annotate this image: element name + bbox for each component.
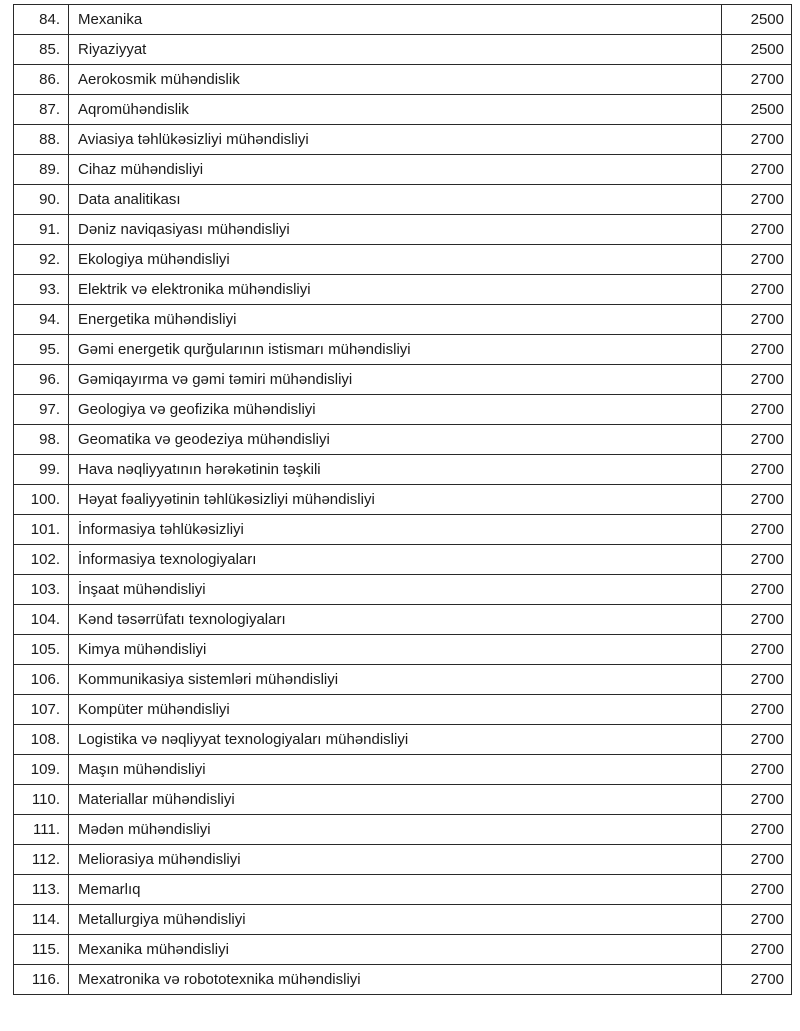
row-number: 102. [14, 545, 69, 575]
row-number: 115. [14, 935, 69, 965]
tuition-fee: 2700 [722, 635, 792, 665]
row-number: 96. [14, 365, 69, 395]
table-row [14, 215, 792, 245]
row-number: 109. [14, 755, 69, 785]
specialty-name: Mexanika mühəndisliyi [69, 935, 722, 965]
specialty-name: Həyat fəaliyyətinin təhlükəsizliyi mühəndisliyi [69, 485, 722, 515]
tuition-fee: 2700 [722, 575, 792, 605]
row-number: 84. [14, 5, 69, 35]
table-row [14, 515, 792, 545]
tuition-fee: 2500 [722, 95, 792, 125]
tuition-fee: 2700 [722, 815, 792, 845]
table-row [14, 605, 792, 635]
specialty-name: Elektrik və elektronika mühəndisliyi [69, 275, 722, 305]
tuition-fee: 2700 [722, 185, 792, 215]
table-row [14, 155, 792, 185]
table-row [14, 905, 792, 935]
tuition-fee: 2700 [722, 545, 792, 575]
row-number: 100. [14, 485, 69, 515]
row-number: 87. [14, 95, 69, 125]
tuition-fee: 2700 [722, 65, 792, 95]
table-row [14, 125, 792, 155]
specialty-name: Kənd təsərrüfatı texnologiyaları [69, 605, 722, 635]
table-row [14, 695, 792, 725]
tuition-fee: 2700 [722, 845, 792, 875]
specialty-fee-table-container [13, 4, 792, 995]
table-row [14, 815, 792, 845]
specialty-name: Energetika mühəndisliyi [69, 305, 722, 335]
specialty-name: Metallurgiya mühəndisliyi [69, 905, 722, 935]
tuition-fee: 2700 [722, 455, 792, 485]
specialty-name: Kimya mühəndisliyi [69, 635, 722, 665]
specialty-name: Mexanika [69, 5, 722, 35]
row-number: 92. [14, 245, 69, 275]
tuition-fee: 2700 [722, 485, 792, 515]
row-number: 93. [14, 275, 69, 305]
specialty-name: Gəmi energetik qurğularının istismarı mühəndisliyi [69, 335, 722, 365]
specialty-name: Materiallar mühəndisliyi [69, 785, 722, 815]
specialty-name: Mədən mühəndisliyi [69, 815, 722, 845]
row-number: 86. [14, 65, 69, 95]
specialty-name: İnformasiya təhlükəsizliyi [69, 515, 722, 545]
specialty-name: Logistika və nəqliyyat texnologiyaları mühəndisliyi [69, 725, 722, 755]
specialty-name: Hava nəqliyyatının hərəkətinin təşkili [69, 455, 722, 485]
specialty-name: İnşaat mühəndisliyi [69, 575, 722, 605]
tuition-fee: 2700 [722, 905, 792, 935]
table-row [14, 65, 792, 95]
row-number: 97. [14, 395, 69, 425]
table-row [14, 635, 792, 665]
specialty-name: Kommunikasiya sistemləri mühəndisliyi [69, 665, 722, 695]
table-body [14, 5, 792, 995]
tuition-fee: 2700 [722, 155, 792, 185]
row-number: 95. [14, 335, 69, 365]
row-number: 110. [14, 785, 69, 815]
tuition-fee: 2700 [722, 425, 792, 455]
specialty-name: Aqromühəndislik [69, 95, 722, 125]
tuition-fee: 2500 [722, 35, 792, 65]
tuition-fee: 2700 [722, 875, 792, 905]
table-row [14, 875, 792, 905]
table-row [14, 935, 792, 965]
row-number: 108. [14, 725, 69, 755]
row-number: 114. [14, 905, 69, 935]
specialty-name: Dəniz naviqasiyası mühəndisliyi [69, 215, 722, 245]
tuition-fee: 2700 [722, 245, 792, 275]
row-number: 98. [14, 425, 69, 455]
row-number: 94. [14, 305, 69, 335]
row-number: 116. [14, 965, 69, 995]
table-row [14, 665, 792, 695]
tuition-fee: 2700 [722, 125, 792, 155]
specialty-name: Geomatika və geodeziya mühəndisliyi [69, 425, 722, 455]
specialty-name: Aviasiya təhlükəsizliyi mühəndisliyi [69, 125, 722, 155]
row-number: 113. [14, 875, 69, 905]
tuition-fee: 2700 [722, 695, 792, 725]
table-row [14, 275, 792, 305]
row-number: 89. [14, 155, 69, 185]
tuition-fee: 2700 [722, 965, 792, 995]
row-number: 112. [14, 845, 69, 875]
specialty-name: Mexatronika və robototexnika mühəndisliyi [69, 965, 722, 995]
tuition-fee: 2700 [722, 725, 792, 755]
row-number: 104. [14, 605, 69, 635]
tuition-fee: 2700 [722, 515, 792, 545]
row-number: 91. [14, 215, 69, 245]
row-number: 90. [14, 185, 69, 215]
row-number: 88. [14, 125, 69, 155]
tuition-fee: 2500 [722, 5, 792, 35]
table-row [14, 845, 792, 875]
tuition-fee: 2700 [722, 785, 792, 815]
table-row [14, 755, 792, 785]
table-row [14, 965, 792, 995]
tuition-fee: 2700 [722, 605, 792, 635]
table-row [14, 35, 792, 65]
row-number: 99. [14, 455, 69, 485]
row-number: 107. [14, 695, 69, 725]
tuition-fee: 2700 [722, 335, 792, 365]
row-number: 101. [14, 515, 69, 545]
tuition-fee: 2700 [722, 365, 792, 395]
table-row [14, 785, 792, 815]
table-row [14, 245, 792, 275]
row-number: 85. [14, 35, 69, 65]
row-number: 103. [14, 575, 69, 605]
table-row [14, 395, 792, 425]
table-row [14, 305, 792, 335]
tuition-fee: 2700 [722, 395, 792, 425]
table-row [14, 425, 792, 455]
tuition-fee: 2700 [722, 755, 792, 785]
table-row [14, 5, 792, 35]
specialty-name: Meliorasiya mühəndisliyi [69, 845, 722, 875]
specialty-name: Ekologiya mühəndisliyi [69, 245, 722, 275]
tuition-fee: 2700 [722, 275, 792, 305]
specialty-name: Cihaz mühəndisliyi [69, 155, 722, 185]
specialty-name: Memarlıq [69, 875, 722, 905]
table-row [14, 725, 792, 755]
table-row [14, 485, 792, 515]
row-number: 111. [14, 815, 69, 845]
specialty-name: Maşın mühəndisliyi [69, 755, 722, 785]
specialty-fee-table [13, 4, 792, 995]
table-row [14, 365, 792, 395]
table-row [14, 185, 792, 215]
table-row [14, 575, 792, 605]
tuition-fee: 2700 [722, 305, 792, 335]
specialty-name: İnformasiya texnologiyaları [69, 545, 722, 575]
row-number: 106. [14, 665, 69, 695]
specialty-name: Riyaziyyat [69, 35, 722, 65]
specialty-name: Gəmiqayırma və gəmi təmiri mühəndisliyi [69, 365, 722, 395]
specialty-name: Kompüter mühəndisliyi [69, 695, 722, 725]
specialty-name: Data analitikası [69, 185, 722, 215]
table-row [14, 455, 792, 485]
tuition-fee: 2700 [722, 935, 792, 965]
table-row [14, 95, 792, 125]
tuition-fee: 2700 [722, 215, 792, 245]
row-number: 105. [14, 635, 69, 665]
specialty-name: Aerokosmik mühəndislik [69, 65, 722, 95]
tuition-fee: 2700 [722, 665, 792, 695]
table-row [14, 335, 792, 365]
specialty-name: Geologiya və geofizika mühəndisliyi [69, 395, 722, 425]
table-row [14, 545, 792, 575]
